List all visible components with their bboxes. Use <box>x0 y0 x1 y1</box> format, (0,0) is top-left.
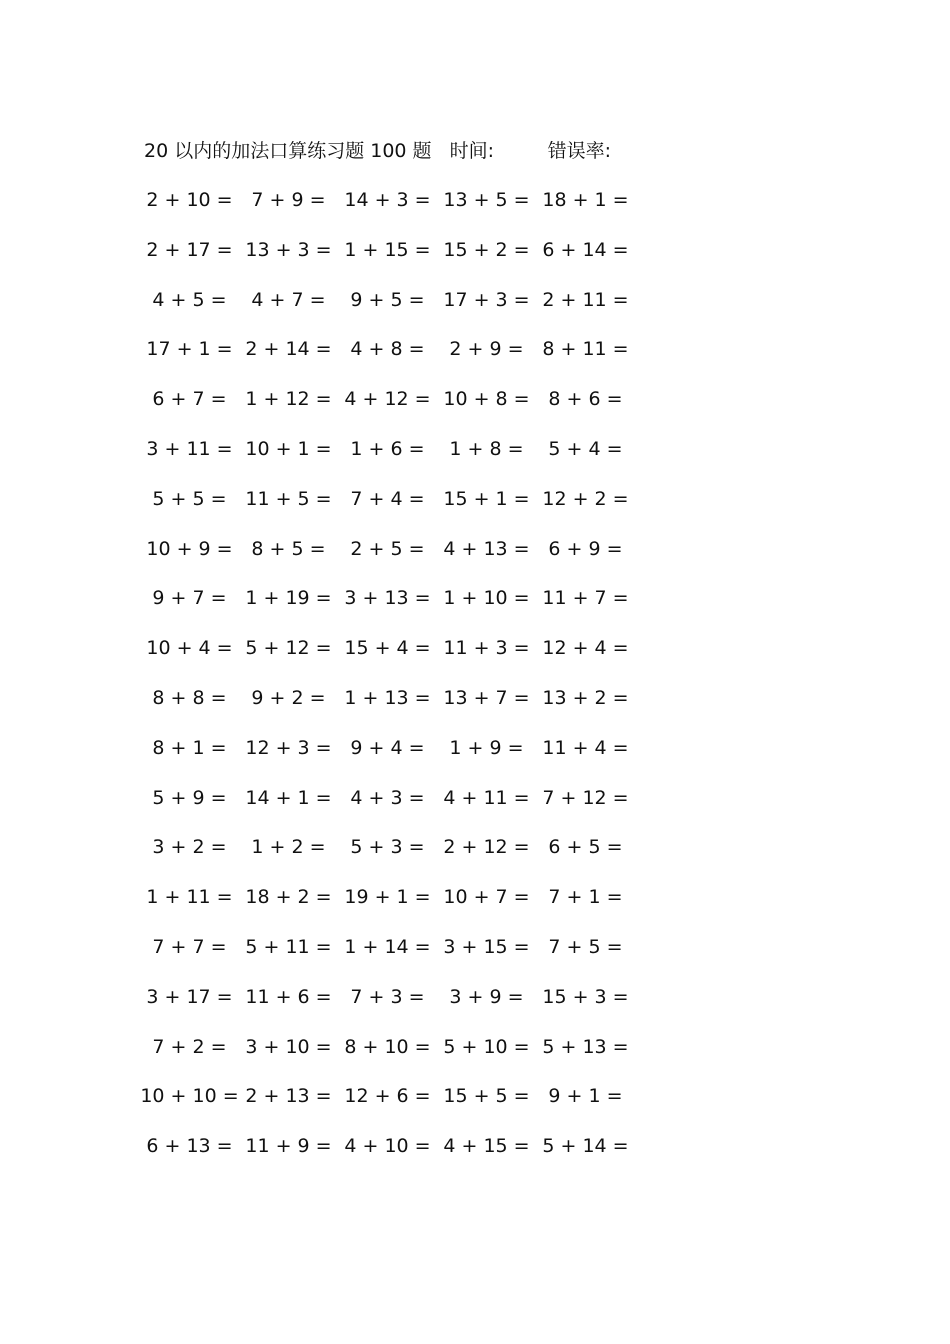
addition-problem: 13 + 2 = <box>542 686 629 709</box>
problem-row <box>140 336 640 386</box>
addition-problem: 7 + 2 = <box>152 1035 227 1058</box>
addition-problem: 4 + 7 = <box>251 288 326 311</box>
addition-problem: 4 + 5 = <box>152 288 227 311</box>
addition-problem: 11 + 3 = <box>443 637 530 660</box>
addition-problem: 18 + 1 = <box>542 189 629 211</box>
addition-problem: 1 + 12 = <box>245 388 332 411</box>
addition-problem: 10 + 7 = <box>443 886 530 909</box>
addition-problem: 4 + 10 = <box>344 1135 431 1158</box>
problem-row <box>140 585 640 635</box>
addition-problem: 10 + 4 = <box>146 637 233 660</box>
addition-problem: 8 + 11 = <box>542 338 629 361</box>
time-label: 时间: <box>449 140 495 162</box>
problem-row <box>140 884 640 934</box>
addition-problem: 10 + 1 = <box>245 437 332 460</box>
addition-problem: 3 + 2 = <box>152 836 227 859</box>
addition-problem: 10 + 10 = <box>140 1085 239 1108</box>
addition-problem: 4 + 8 = <box>350 338 425 361</box>
problem-row <box>140 635 640 685</box>
addition-problem: 7 + 7 = <box>152 935 227 958</box>
problem-row <box>140 735 640 785</box>
addition-problem: 5 + 3 = <box>350 836 425 859</box>
addition-problem: 5 + 11 = <box>245 935 332 958</box>
addition-problem: 1 + 13 = <box>344 686 431 709</box>
addition-problem: 3 + 17 = <box>146 985 233 1008</box>
problem-row <box>140 685 640 735</box>
addition-problem: 1 + 15 = <box>344 238 431 261</box>
addition-problem: 5 + 5 = <box>152 487 227 510</box>
addition-problem: 3 + 15 = <box>443 935 530 958</box>
addition-problem: 13 + 3 = <box>245 238 332 261</box>
addition-problem: 1 + 6 = <box>350 437 425 460</box>
problem-row <box>140 436 640 486</box>
addition-problem: 9 + 1 = <box>548 1085 623 1108</box>
addition-problem: 9 + 5 = <box>350 288 425 311</box>
problem-row <box>140 536 640 586</box>
addition-problem: 5 + 12 = <box>245 637 332 660</box>
addition-problem: 19 + 1 = <box>344 886 431 909</box>
addition-problem: 5 + 13 = <box>542 1035 629 1058</box>
addition-problem: 15 + 2 = <box>443 238 530 261</box>
addition-problem: 7 + 9 = <box>251 189 326 211</box>
addition-problem: 17 + 3 = <box>443 288 530 311</box>
problem-row <box>140 287 640 337</box>
addition-problem: 4 + 13 = <box>443 537 530 560</box>
problem-row <box>140 934 640 984</box>
addition-problem: 6 + 7 = <box>152 388 227 411</box>
addition-problem: 12 + 3 = <box>245 736 332 759</box>
addition-problem: 2 + 9 = <box>449 338 524 361</box>
addition-problem: 14 + 1 = <box>245 786 332 809</box>
problem-row <box>140 1083 640 1133</box>
addition-problem: 5 + 10 = <box>443 1035 530 1058</box>
addition-problem: 11 + 9 = <box>245 1135 332 1158</box>
addition-problem: 5 + 4 = <box>548 437 623 460</box>
addition-problem: 11 + 5 = <box>245 487 332 510</box>
addition-problem: 12 + 2 = <box>542 487 629 510</box>
addition-problem: 1 + 14 = <box>344 935 431 958</box>
problem-row <box>140 785 640 835</box>
addition-problem: 15 + 5 = <box>443 1085 530 1108</box>
addition-problem: 2 + 11 = <box>542 288 629 311</box>
addition-problem: 12 + 4 = <box>542 637 629 660</box>
addition-problem: 7 + 5 = <box>548 935 623 958</box>
addition-problem: 9 + 7 = <box>152 587 227 610</box>
problem-row <box>140 1034 640 1084</box>
addition-problem: 13 + 7 = <box>443 686 530 709</box>
addition-problem: 4 + 11 = <box>443 786 530 809</box>
addition-problem: 2 + 10 = <box>146 189 233 211</box>
addition-problem: 1 + 19 = <box>245 587 332 610</box>
addition-problem: 15 + 3 = <box>542 985 629 1008</box>
addition-problem: 7 + 4 = <box>350 487 425 510</box>
problem-row <box>140 237 640 287</box>
addition-problem: 8 + 10 = <box>344 1035 431 1058</box>
addition-problem: 11 + 4 = <box>542 736 629 759</box>
addition-problem: 3 + 10 = <box>245 1035 332 1058</box>
addition-problem: 6 + 13 = <box>146 1135 233 1158</box>
addition-problem: 14 + 3 = <box>344 189 431 211</box>
addition-problem: 8 + 1 = <box>152 736 227 759</box>
addition-problem: 2 + 17 = <box>146 238 233 261</box>
addition-problem: 8 + 6 = <box>548 388 623 411</box>
addition-problem: 7 + 1 = <box>548 886 623 909</box>
addition-problem: 2 + 14 = <box>245 338 332 361</box>
addition-problem: 9 + 2 = <box>251 686 326 709</box>
addition-problem: 8 + 5 = <box>251 537 326 560</box>
addition-problem: 11 + 7 = <box>542 587 629 610</box>
problem-row <box>140 187 640 237</box>
addition-problem: 8 + 8 = <box>152 686 227 709</box>
addition-problem: 6 + 9 = <box>548 537 623 560</box>
addition-problem: 10 + 8 = <box>443 388 530 411</box>
addition-problem: 9 + 4 = <box>350 736 425 759</box>
addition-problem: 3 + 9 = <box>449 985 524 1008</box>
addition-problem: 3 + 11 = <box>146 437 233 460</box>
addition-problem: 4 + 3 = <box>350 786 425 809</box>
addition-problem: 11 + 6 = <box>245 985 332 1008</box>
addition-problem: 15 + 4 = <box>344 637 431 660</box>
problem-row <box>140 1133 640 1183</box>
addition-problem: 12 + 6 = <box>344 1085 431 1108</box>
addition-problem: 5 + 9 = <box>152 786 227 809</box>
problem-grid <box>140 187 640 1183</box>
addition-problem: 1 + 2 = <box>251 836 326 859</box>
addition-problem: 1 + 8 = <box>449 437 524 460</box>
addition-problem: 6 + 5 = <box>548 836 623 859</box>
addition-problem: 1 + 9 = <box>449 736 524 759</box>
addition-problem: 4 + 12 = <box>344 388 431 411</box>
addition-problem: 3 + 13 = <box>344 587 431 610</box>
problem-row <box>140 834 640 884</box>
problem-row <box>140 486 640 536</box>
addition-problem: 2 + 12 = <box>443 836 530 859</box>
worksheet-title: 20 以内的加法口算练习题 100 题 <box>144 140 432 162</box>
addition-problem: 18 + 2 = <box>245 886 332 909</box>
addition-problem: 5 + 14 = <box>542 1135 629 1158</box>
addition-problem: 1 + 10 = <box>443 587 530 610</box>
worksheet-header <box>144 138 611 164</box>
problem-row <box>140 984 640 1034</box>
addition-problem: 10 + 9 = <box>146 537 233 560</box>
error-rate-label: 错误率: <box>547 140 612 162</box>
addition-problem: 2 + 13 = <box>245 1085 332 1108</box>
addition-problem: 13 + 5 = <box>443 189 530 211</box>
addition-problem: 4 + 15 = <box>443 1135 530 1158</box>
addition-problem: 1 + 11 = <box>146 886 233 909</box>
addition-problem: 17 + 1 = <box>146 338 233 361</box>
addition-problem: 7 + 3 = <box>350 985 425 1008</box>
addition-problem: 6 + 14 = <box>542 238 629 261</box>
addition-problem: 2 + 5 = <box>350 537 425 560</box>
problem-row <box>140 386 640 436</box>
addition-problem: 15 + 1 = <box>443 487 530 510</box>
addition-problem: 7 + 12 = <box>542 786 629 809</box>
